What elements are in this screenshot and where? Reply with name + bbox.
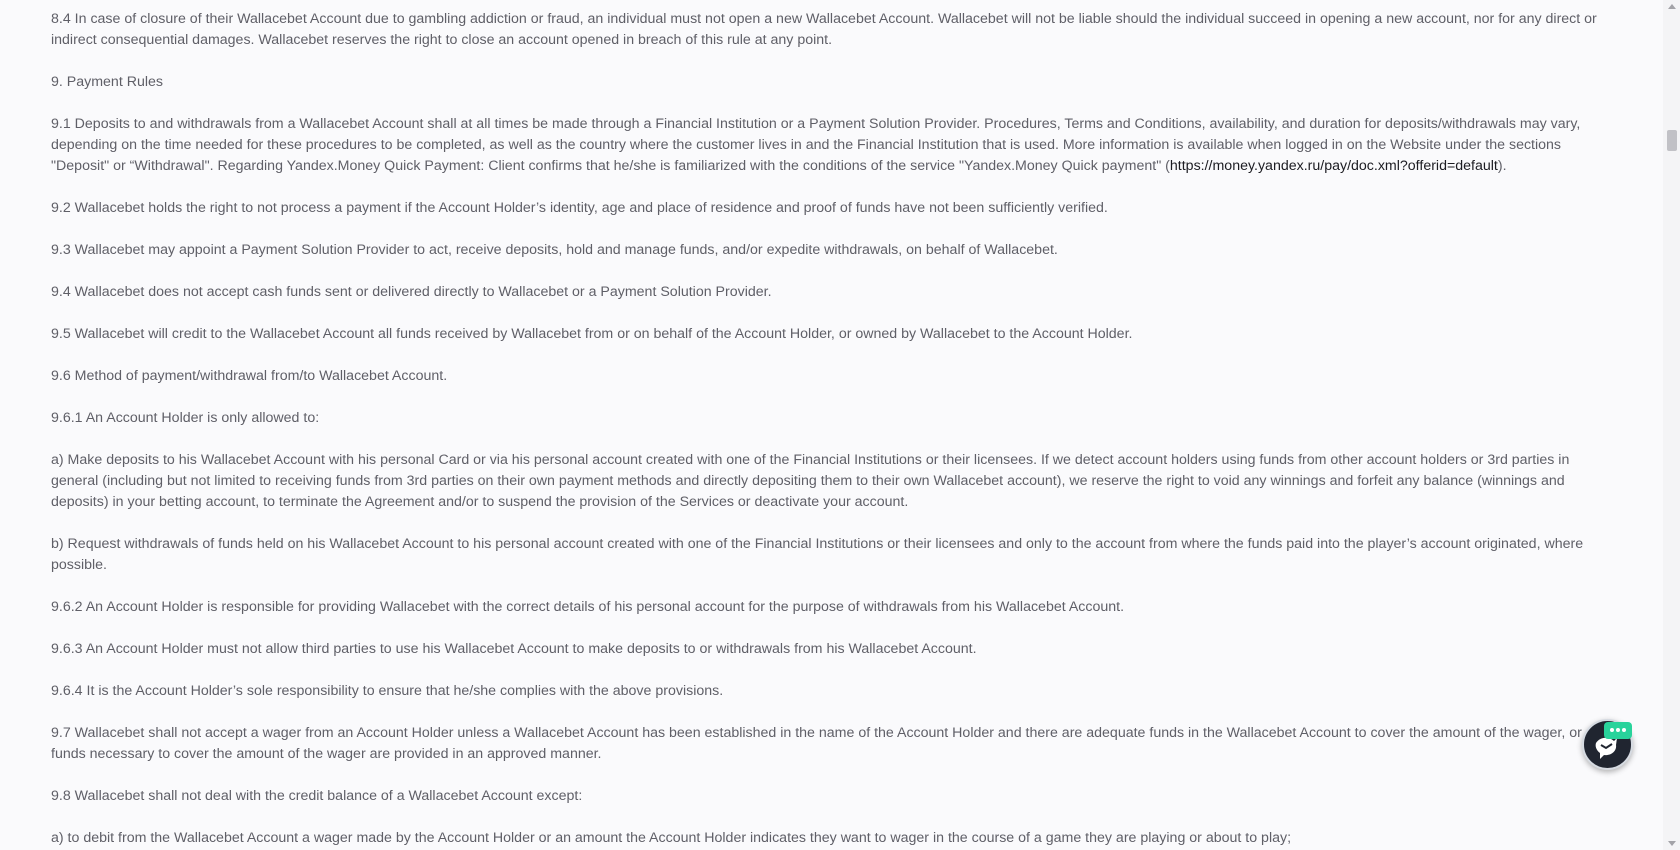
clause-9-8: 9.8 Wallacebet shall not deal with the credit balance of a Wallacebet Account except: xyxy=(51,788,583,804)
chat-bubble-icon[interactable] xyxy=(1604,722,1632,739)
clause-9-6-1-a: a) Make deposits to his Wallacebet Account with his personal Card or via his personal account created with one of the Financial Institutions or their licensees. If we detect account holders using funds from other account holders or 3rd parties in general (including but not limited to receiving funds from 3rd parties on their own payment methods and directly depositing them to their own Wallacebet account), we reserve the right to void any winnings and forfeit any balance (winnings and deposits) in your betting account, to terminate the Agreement and/or to suspend the provision of the Services or deactivate your account. xyxy=(51,452,1570,510)
clause-9-1-text: 9.1 Deposits to and withdrawals from a Wallacebet Account shall at all times be made through a Financial Institution or a Payment Solution Provider. Procedures, Terms and Conditions, availability, and duration for deposits/withdrawals may vary, depending on the time needed for these procedures to be completed, as well as the country where the customer lives in and the Financial Institution that is used. More information is available when logged in on the Website under the sections "Deposit" or “Withdrawal". Regarding Yandex.Money Quick Payment: Client confirms that he/she is familiarized with the conditions of the service "Yandex.Money Quick payment" ( xyxy=(51,116,1581,174)
clause-9-6-3: 9.6.3 An Account Holder must not allow third parties to use his Wallacebet Account to make deposits to or withdrawals from his Wallacebet Account. xyxy=(51,641,977,657)
clause-9-8-a: a) to debit from the Wallacebet Account a wager made by the Account Holder or an amount the Account Holder indicates they want to wager in the course of a game they are playing or about to play; xyxy=(51,830,1292,846)
clause-9-6-4: 9.6.4 It is the Account Holder’s sole responsibility to ensure that he/she complies with the above provisions. xyxy=(51,683,724,699)
clause-9-6-1: 9.6.1 An Account Holder is only allowed to: xyxy=(51,410,320,426)
chat-dot xyxy=(1616,728,1620,732)
clause-9-6-1-b: b) Request withdrawals of funds held on his Wallacebet Account to his personal account created with one of the Financial Institutions or their licensees and only to the account from where the funds paid into the player’s account originated, where possible. xyxy=(51,536,1584,573)
clause-9-4: 9.4 Wallacebet does not accept cash funds sent or delivered directly to Wallacebet or a Payment Solution Provider. xyxy=(51,284,772,300)
scroll-up-arrow-icon[interactable] xyxy=(1668,4,1676,9)
clause-9-1 xyxy=(51,114,1613,177)
clause-9-1-end: ). xyxy=(1497,158,1507,174)
clause-8-4: 8.4 In case of closure of their Wallacebet Account due to gambling addiction or fraud, an individual must not open a new Wallacebet Account. Wallacebet will not be liable should the individual succeed in opening a new account, nor for any direct or indirect consequential damages. Wallacebet reserves the right to close an account opened in breach of this rule at any point. xyxy=(51,11,1597,48)
section-heading-payment-rules: 9. Payment Rules xyxy=(51,74,163,90)
clause-9-6: 9.6 Method of payment/withdrawal from/to Wallacebet Account. xyxy=(51,368,448,384)
clause-9-5: 9.5 Wallacebet will credit to the Wallacebet Account all funds received by Wallacebet from or on behalf of the Account Holder, or owned by Wallacebet to the Account Holder. xyxy=(51,326,1133,342)
clause-9-3: 9.3 Wallacebet may appoint a Payment Solution Provider to act, receive deposits, hold and manage funds, and/or expedite withdrawals, on behalf of Wallacebet. xyxy=(51,242,1058,258)
chat-dot xyxy=(1622,728,1626,732)
chat-dot xyxy=(1610,728,1614,732)
clause-9-7: 9.7 Wallacebet shall not accept a wager from an Account Holder unless a Wallacebet Account has been established in the name of the Account Holder and there are adequate funds in the Wallacebet Account to cover the amount of the wager, or funds necessary to cover the amount of the wager are provided in an approved manner. xyxy=(51,725,1582,762)
vertical-scrollbar[interactable] xyxy=(1663,0,1680,850)
scrollbar-thumb[interactable] xyxy=(1667,130,1677,151)
terms-content xyxy=(51,9,1613,850)
clause-9-2: 9.2 Wallacebet holds the right to not process a payment if the Account Holder’s identity, age and place of residence and proof of funds have not been sufficiently verified. xyxy=(51,200,1108,216)
clause-9-6-2: 9.6.2 An Account Holder is responsible for providing Wallacebet with the correct details of his personal account for the purpose of withdrawals from his Wallacebet Account. xyxy=(51,599,1125,615)
yandex-money-doc-link[interactable]: https://money.yandex.ru/pay/doc.xml?offerid=default xyxy=(1169,158,1498,174)
scroll-down-arrow-icon[interactable] xyxy=(1668,841,1676,846)
